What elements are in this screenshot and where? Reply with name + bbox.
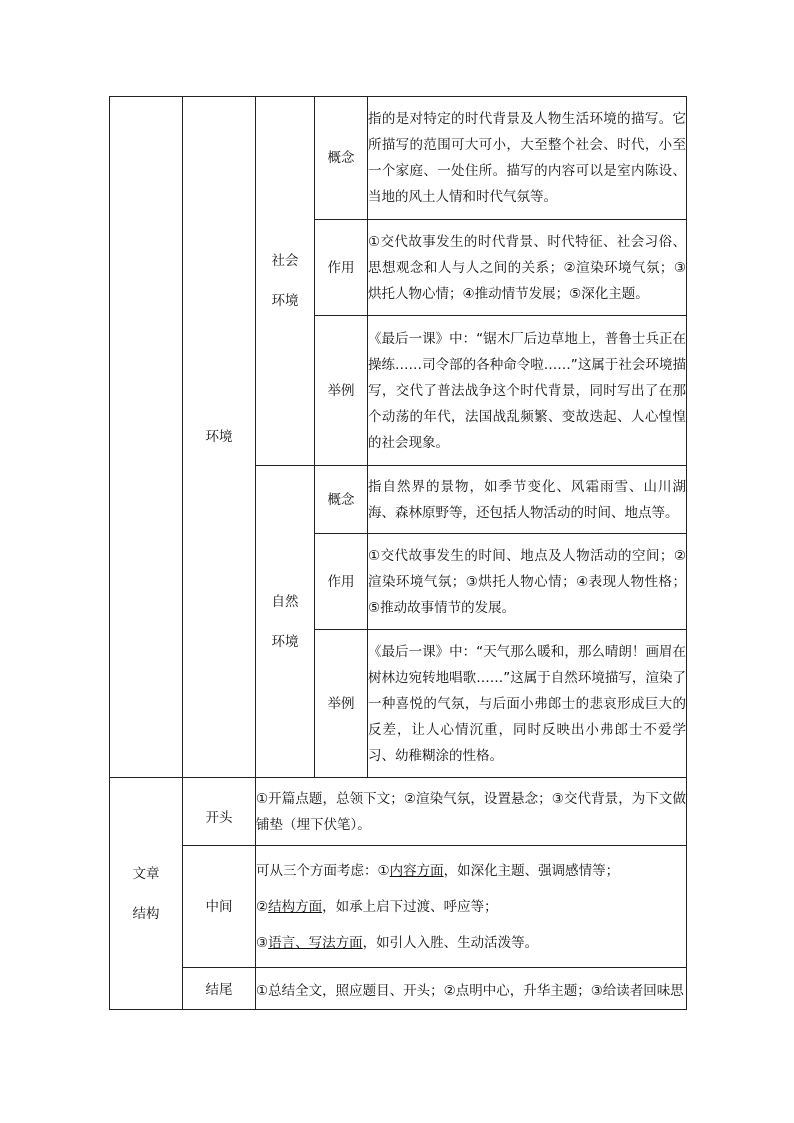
table-row — [110, 97, 687, 220]
natural-label-line1: 自然 — [271, 593, 299, 610]
social-concept-label: 概念 — [315, 97, 368, 220]
natural-function-label: 作用 — [315, 534, 368, 630]
literature-knowledge-table — [109, 96, 687, 1010]
natural-label-line2: 环境 — [271, 633, 299, 650]
structure-label-line1: 文章 — [132, 865, 160, 882]
social-label-line2: 环境 — [271, 293, 299, 309]
social-function-text: ①交代故事发生的时代背景、时代特征、社会习俗、思想观念和人与人之间的关系；②渲染环境气氛；③烘托人物心情；④推动情节发展；⑤深化主题。 — [368, 220, 687, 316]
structure-label-line2: 结构 — [132, 905, 160, 922]
middle-point3-underlined: 语言、写法方面 — [268, 934, 363, 951]
natural-concept-text: 指自然界的景物，如季节变化、风霜雨雪、山川湖海、森林原野等，还包括人物活动的时间、地点等。 — [368, 466, 687, 534]
social-label-line1: 社会 — [271, 253, 299, 269]
social-function-label: 作用 — [315, 220, 368, 316]
middle-label: 中间 — [183, 846, 256, 968]
middle-point1-underlined: 内容方面 — [389, 862, 444, 879]
natural-concept-label: 概念 — [315, 466, 368, 534]
middle-point1-rest: ，如深化主题、强调感情等； — [443, 862, 620, 879]
environment-label: 环境 — [183, 97, 256, 778]
table-row — [110, 778, 687, 846]
social-example-text: 《最后一课》中：“锯木厂后边草地上，普鲁士兵正在操练……司令部的各种命令啦……”这属于社会环境描写，交代了普法战争这个时代背景，同时写出了在那个动荡的年代，法国战乱频繁、变故迭起、人心惶惶的社会现象。 — [368, 316, 687, 466]
table-row — [110, 968, 687, 1010]
blank-category-cell — [110, 97, 183, 778]
natural-example-label: 举例 — [315, 630, 368, 778]
middle-point1-num: ① — [377, 862, 390, 879]
opening-label: 开头 — [183, 778, 256, 846]
middle-point2-underlined: 结构方面 — [268, 898, 323, 915]
natural-environment-label — [256, 466, 315, 778]
middle-intro: 可从三个方面考虑： — [256, 862, 378, 879]
natural-function-text: ①交代故事发生的时间、地点及人物活动的空间；②渲染环境气氛；③烘托人物心情；④表现人物性格；⑤推动故事情节的发展。 — [368, 534, 687, 630]
social-environment-label — [256, 97, 315, 466]
table-row — [110, 846, 687, 968]
opening-text: ①开篇点题，总领下文；②渲染气氛，设置悬念；③交代背景，为下文做铺垫（埋下伏笔）。 — [256, 778, 687, 846]
ending-label: 结尾 — [183, 968, 256, 1010]
social-concept-text: 指的是对特定的时代背景及人物生活环境的描写。它所描写的范围可大可小，大至整个社会、时代，小至一个家庭、一处住所。描写的内容可以是室内陈设、当地的风土人情和时代气氛等。 — [368, 97, 687, 220]
middle-text — [256, 846, 687, 968]
middle-point2-num: ② — [256, 898, 269, 915]
social-example-label: 举例 — [315, 316, 368, 466]
middle-point3-rest: ，如引人入胜、生动活泼等。 — [362, 934, 539, 951]
natural-example-text: 《最后一课》中：“天气那么暖和，那么晴朗！画眉在树林边宛转地唱歌……”这属于自然环境描写，渲染了一种喜悦的气氛，与后面小弗郎士的悲哀形成巨大的反差，让人心情沉重，同时反映出小弗郎士不爱学习、幼稚糊涂的性格。 — [368, 630, 687, 778]
article-structure-label — [110, 778, 183, 1010]
middle-point2-rest: ，如承上启下过渡、呼应等； — [322, 898, 498, 915]
ending-text: ①总结全文，照应题目、开头；②点明中心，升华主题；③给读者回味思 — [256, 968, 687, 1010]
middle-point3-num: ③ — [256, 934, 269, 951]
